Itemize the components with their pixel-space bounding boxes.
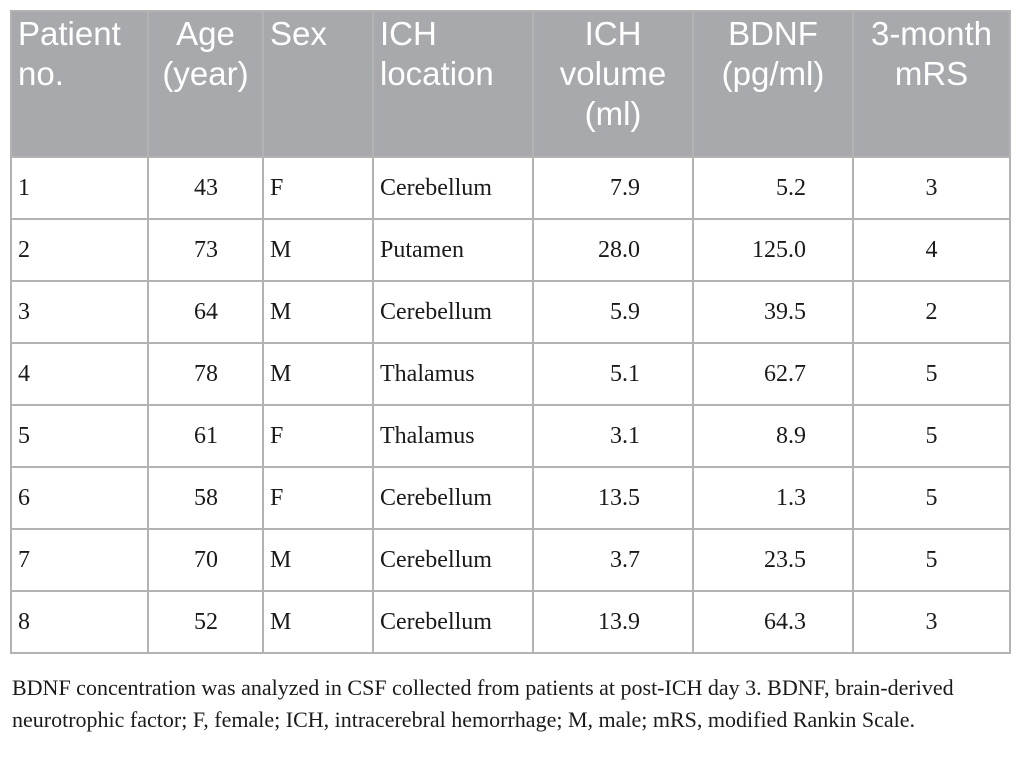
cell-patient-no: 3 — [11, 281, 148, 343]
cell-age: 73 — [148, 219, 263, 281]
cell-sex: F — [263, 405, 373, 467]
cell-mrs: 4 — [853, 219, 1010, 281]
table-footnote: BDNF concentration was analyzed in CSF collected from patients at post-ICH day 3. BDNF, brain-derived neurotrophic factor; F, female; ICH, intracerebral hemorrhage; M, male; mRS, modified Rankin Scale. — [12, 675, 954, 732]
cell-ich-volume: 7.9 — [533, 157, 693, 219]
cell-mrs: 5 — [853, 343, 1010, 405]
table-row — [11, 591, 1010, 653]
cell-bdnf: 1.3 — [693, 467, 853, 529]
cell-patient-no: 5 — [11, 405, 148, 467]
cell-ich-volume: 13.5 — [533, 467, 693, 529]
cell-ich-location: Thalamus — [373, 405, 533, 467]
cell-mrs: 5 — [853, 405, 1010, 467]
cell-bdnf: 62.7 — [693, 343, 853, 405]
cell-ich-volume: 13.9 — [533, 591, 693, 653]
cell-age: 70 — [148, 529, 263, 591]
cell-age: 64 — [148, 281, 263, 343]
cell-sex: M — [263, 219, 373, 281]
patient-table — [10, 10, 1011, 654]
header-bdnf: BDNF (pg/ml) — [693, 11, 853, 157]
header-row — [11, 11, 1010, 157]
cell-ich-location: Cerebellum — [373, 157, 533, 219]
table-header — [11, 11, 1010, 157]
table-row — [11, 281, 1010, 343]
cell-bdnf: 64.3 — [693, 591, 853, 653]
cell-sex: M — [263, 529, 373, 591]
header-mrs: 3-month mRS — [853, 11, 1010, 157]
cell-age: 58 — [148, 467, 263, 529]
cell-mrs: 3 — [853, 591, 1010, 653]
cell-mrs: 2 — [853, 281, 1010, 343]
cell-patient-no: 7 — [11, 529, 148, 591]
cell-sex: F — [263, 467, 373, 529]
cell-sex: F — [263, 157, 373, 219]
header-ich-volume: ICH volume (ml) — [533, 11, 693, 157]
cell-bdnf: 5.2 — [693, 157, 853, 219]
table-body — [11, 157, 1010, 653]
cell-ich-location: Cerebellum — [373, 467, 533, 529]
header-ich-location: ICH location — [373, 11, 533, 157]
table-row — [11, 467, 1010, 529]
cell-age: 52 — [148, 591, 263, 653]
cell-ich-location: Cerebellum — [373, 281, 533, 343]
cell-sex: M — [263, 281, 373, 343]
cell-ich-volume: 28.0 — [533, 219, 693, 281]
table-row — [11, 157, 1010, 219]
cell-patient-no: 4 — [11, 343, 148, 405]
table-row — [11, 405, 1010, 467]
cell-patient-no: 8 — [11, 591, 148, 653]
cell-ich-location: Cerebellum — [373, 529, 533, 591]
cell-age: 43 — [148, 157, 263, 219]
cell-ich-location: Putamen — [373, 219, 533, 281]
cell-ich-volume: 5.9 — [533, 281, 693, 343]
cell-patient-no: 1 — [11, 157, 148, 219]
cell-bdnf: 8.9 — [693, 405, 853, 467]
header-age: Age (year) — [148, 11, 263, 157]
patient-table-container — [10, 10, 1011, 654]
cell-age: 61 — [148, 405, 263, 467]
cell-ich-volume: 5.1 — [533, 343, 693, 405]
cell-patient-no: 6 — [11, 467, 148, 529]
cell-ich-location: Cerebellum — [373, 591, 533, 653]
cell-bdnf: 39.5 — [693, 281, 853, 343]
cell-ich-location: Thalamus — [373, 343, 533, 405]
cell-sex: M — [263, 343, 373, 405]
cell-patient-no: 2 — [11, 219, 148, 281]
cell-mrs: 5 — [853, 467, 1010, 529]
cell-ich-volume: 3.1 — [533, 405, 693, 467]
header-sex: Sex — [263, 11, 373, 157]
cell-age: 78 — [148, 343, 263, 405]
header-patient-no: Patient no. — [11, 11, 148, 157]
table-row — [11, 343, 1010, 405]
table-row — [11, 529, 1010, 591]
cell-bdnf: 125.0 — [693, 219, 853, 281]
cell-bdnf: 23.5 — [693, 529, 853, 591]
cell-mrs: 5 — [853, 529, 1010, 591]
cell-mrs: 3 — [853, 157, 1010, 219]
table-row — [11, 219, 1010, 281]
cell-sex: M — [263, 591, 373, 653]
cell-ich-volume: 3.7 — [533, 529, 693, 591]
